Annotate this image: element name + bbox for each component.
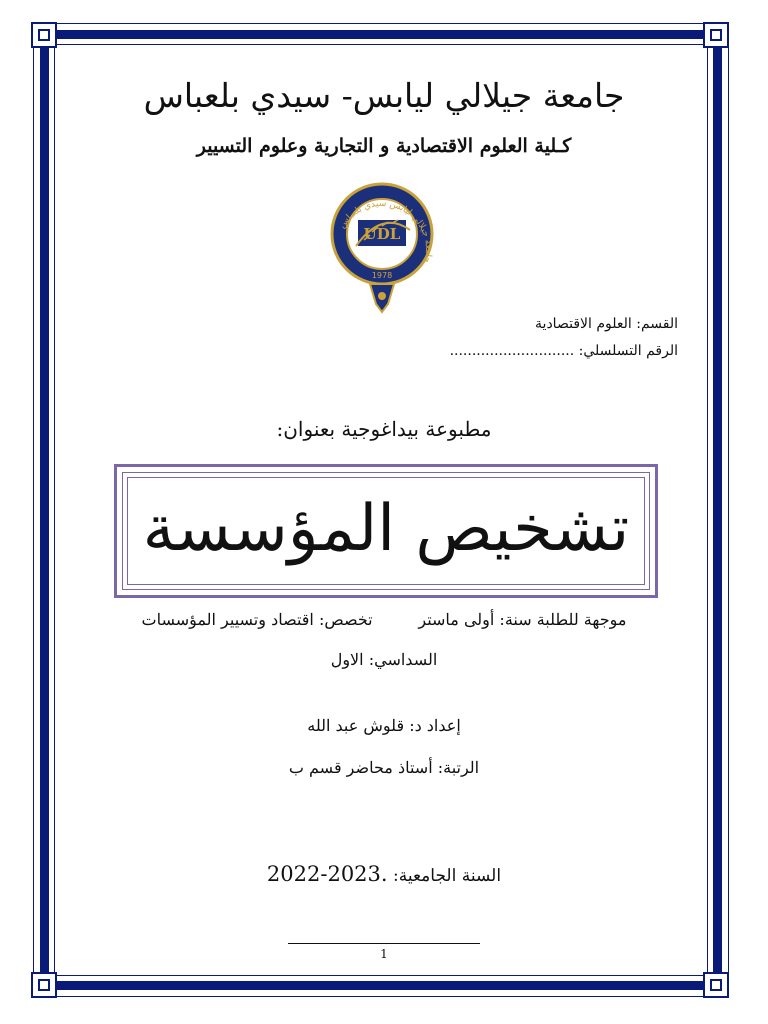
seal-ring-text: جامعة جيلالي ليابس سيدي بلعباس bbox=[337, 198, 434, 264]
border-corner-ornament bbox=[703, 972, 729, 998]
svg-text:UDL: UDL bbox=[363, 225, 401, 243]
author-rank: الرتبة: أستاذ محاضر قسم ب bbox=[288, 758, 480, 777]
seal-year: 1978 bbox=[371, 271, 393, 280]
footer-rule bbox=[288, 943, 480, 944]
academic-year bbox=[60, 860, 708, 890]
university-seal-icon bbox=[316, 180, 448, 314]
audience-line: موجهة للطلبة سنة: أولى ماستر تخصص: اقتصاد وتسيير المؤسسات bbox=[141, 610, 627, 629]
border-corner-ornament bbox=[31, 22, 57, 48]
department-label: القسم: العلوم الاقتصادية bbox=[535, 316, 678, 332]
border-corner-ornament bbox=[31, 972, 57, 998]
faculty-name: كـلية العلوم الاقتصادية و التجارية وعلوم التسيير bbox=[196, 135, 572, 157]
semester-line: السداسي: الاول bbox=[330, 650, 438, 669]
document-subtitle: مطبوعة بيداغوجية بعنوان: bbox=[276, 417, 492, 441]
academic-year-label: السنة الجامعية: bbox=[393, 866, 502, 886]
author-line: إعداد د: قلوش عبد الله bbox=[307, 716, 461, 735]
academic-year-value: 2022-2023. bbox=[266, 862, 388, 886]
page-number: 1 bbox=[380, 947, 388, 961]
university-name: جامعة جيلالي ليابس- سيدي بلعباس bbox=[143, 76, 625, 115]
serial-number-label: الرقم التسلسلي: ............................ bbox=[449, 343, 678, 359]
document-title: تشخيص المؤسسة bbox=[142, 492, 630, 566]
title-frame bbox=[114, 464, 658, 598]
border-corner-ornament bbox=[703, 22, 729, 48]
